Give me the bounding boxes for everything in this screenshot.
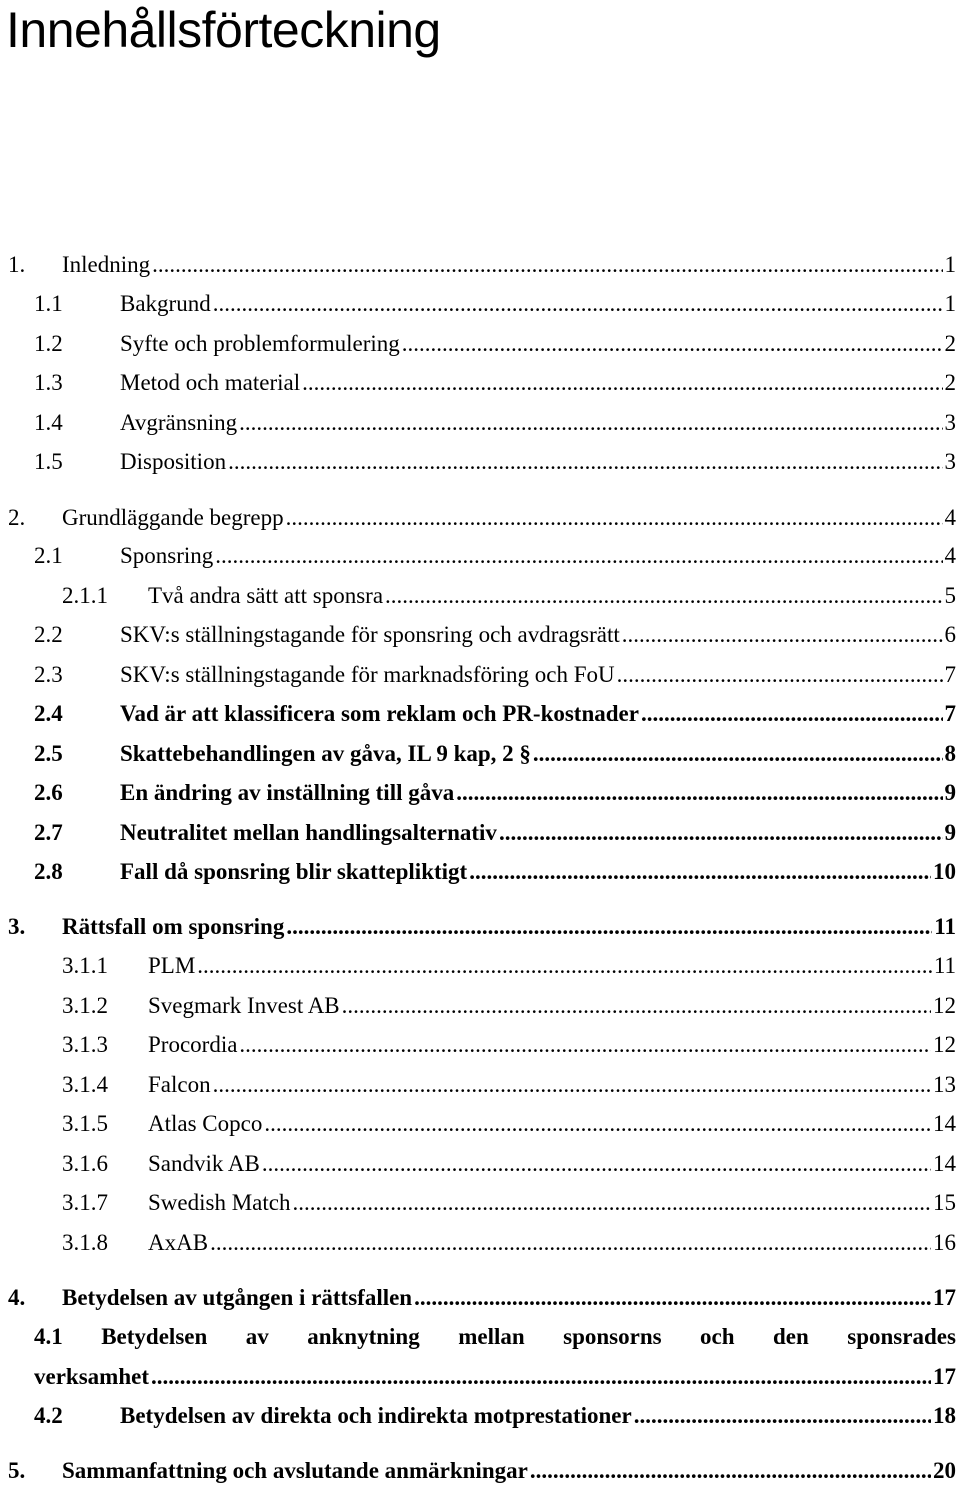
toc-entry-2-8[interactable] bbox=[34, 856, 956, 888]
toc-entry-page-number: 13 bbox=[933, 1072, 956, 1097]
toc-entry-1-4[interactable] bbox=[34, 407, 956, 439]
toc-entry-number: 3.1.5 bbox=[62, 1111, 108, 1136]
toc-entry-page-number: 4 bbox=[944, 505, 956, 530]
toc-entry-3-1-2[interactable] bbox=[62, 990, 956, 1022]
toc-entry-page-number: 15 bbox=[933, 1190, 956, 1215]
toc-entry-number: 2.2 bbox=[34, 622, 63, 647]
toc-entry-3-1-1[interactable] bbox=[62, 950, 956, 982]
toc-entry-3-1-8[interactable] bbox=[62, 1227, 956, 1259]
dot-leader bbox=[239, 1029, 931, 1061]
dot-leader bbox=[286, 911, 932, 943]
toc-entry-number: 3.1.2 bbox=[62, 993, 108, 1018]
toc-entry-number: 2.3 bbox=[34, 662, 63, 687]
toc-entry-page-number: 16 bbox=[933, 1230, 956, 1255]
toc-entry-label: AxAB bbox=[148, 1230, 209, 1255]
toc-entry-5[interactable] bbox=[8, 1455, 956, 1487]
dot-leader bbox=[530, 1455, 931, 1487]
dot-leader bbox=[622, 619, 943, 651]
toc-entry-page-number: 20 bbox=[933, 1458, 956, 1483]
toc-entry-page-number: 12 bbox=[933, 1032, 956, 1057]
toc-entry-label: Procordia bbox=[148, 1032, 238, 1057]
toc-entry-3-1-5[interactable] bbox=[62, 1108, 956, 1140]
toc-entry-2-4[interactable] bbox=[34, 698, 956, 730]
toc-entry-label: Svegmark Invest AB bbox=[148, 993, 340, 1018]
toc-entry-page-number: 3 bbox=[944, 410, 956, 435]
toc-entry-label: Sammanfattning och avslutande anmärkningar bbox=[62, 1458, 528, 1483]
dot-leader bbox=[533, 738, 943, 770]
toc-entry-page-number: 5 bbox=[944, 583, 956, 608]
toc-entry-1-2[interactable] bbox=[34, 328, 956, 360]
dot-leader bbox=[239, 407, 942, 439]
dot-leader bbox=[456, 777, 942, 809]
toc-entry-number: 3.1.7 bbox=[62, 1190, 108, 1215]
toc-entry-number: 1.5 bbox=[34, 449, 63, 474]
dot-leader bbox=[213, 1069, 931, 1101]
toc-entry-number: 2. bbox=[8, 505, 26, 530]
toc-entry-label: Swedish Match bbox=[148, 1190, 291, 1215]
toc-entry-label: Metod och material bbox=[120, 370, 301, 395]
toc-entry-page-number: 7 bbox=[944, 662, 956, 687]
dot-leader bbox=[262, 1148, 931, 1180]
toc-entry-page-number: 9 bbox=[944, 820, 956, 845]
toc-entry-page-number: 2 bbox=[944, 331, 956, 356]
toc-entry-label: Bakgrund bbox=[120, 291, 211, 316]
toc-entry-label: PLM bbox=[148, 953, 196, 978]
toc-entry-label: Disposition bbox=[120, 449, 227, 474]
toc-entry-number: 2.8 bbox=[34, 859, 63, 884]
toc-entry-2-1[interactable] bbox=[34, 540, 956, 572]
toc-entry-label: Betydelsen av utgången i rättsfallen bbox=[62, 1285, 413, 1310]
dot-leader bbox=[151, 1361, 931, 1393]
toc-entry-label-word: den bbox=[773, 1324, 809, 1349]
toc-entry-label: En ändring av inställning till gåva bbox=[120, 780, 455, 805]
toc-entry-number: 4.2 bbox=[34, 1403, 63, 1428]
toc-entry-3-1-6[interactable] bbox=[62, 1148, 956, 1180]
toc-entry-1[interactable] bbox=[8, 249, 956, 281]
toc-entry-label: Inledning bbox=[62, 252, 151, 277]
dot-leader bbox=[499, 817, 943, 849]
toc-entry-label-word: av bbox=[245, 1324, 269, 1349]
toc-entry-page-number: 2 bbox=[944, 370, 956, 395]
toc-entry-label: Betydelsen av direkta och indirekta motprestationer bbox=[120, 1403, 632, 1428]
dot-leader bbox=[342, 990, 931, 1022]
toc-entry-page-number: 1 bbox=[944, 252, 956, 277]
toc-entry-1-5[interactable] bbox=[34, 446, 956, 478]
toc-entry-page-number: 9 bbox=[944, 780, 956, 805]
toc-entry-2-2[interactable] bbox=[34, 619, 956, 651]
toc-entry-number: 1.4 bbox=[34, 410, 63, 435]
toc-entry-3-1-4[interactable] bbox=[62, 1069, 956, 1101]
toc-entry-number: 1. bbox=[8, 252, 26, 277]
toc-entry-1-1[interactable] bbox=[34, 288, 956, 320]
toc-entry-label: SKV:s ställningstagande för marknadsföring och FoU bbox=[120, 662, 615, 687]
toc-entry-label-word: sponsorns bbox=[563, 1324, 662, 1349]
dot-leader bbox=[292, 1187, 931, 1219]
toc-entry-4-2[interactable] bbox=[34, 1400, 956, 1432]
toc-entry-label-word: mellan bbox=[458, 1324, 525, 1349]
dot-leader bbox=[152, 249, 942, 281]
toc-entry-label: verksamhet bbox=[34, 1364, 149, 1389]
toc-entry-page-number: 3 bbox=[944, 449, 956, 474]
dot-leader bbox=[641, 698, 943, 730]
toc-entry-number: 4.1 bbox=[34, 1324, 63, 1349]
toc-entry-page-number: 12 bbox=[933, 993, 956, 1018]
toc-entry-number: 1.3 bbox=[34, 370, 63, 395]
toc-entry-number: 5. bbox=[8, 1458, 26, 1483]
toc-entry-2-6[interactable] bbox=[34, 777, 956, 809]
toc-entry-label: Fall då sponsring blir skattepliktigt bbox=[120, 859, 468, 884]
toc-entry-label: SKV:s ställningstagande för sponsring och avdragsrätt bbox=[120, 622, 620, 647]
toc-entry-number: 2.1 bbox=[34, 543, 63, 568]
toc-entry-3[interactable] bbox=[8, 911, 956, 943]
toc-entry-number: 2.4 bbox=[34, 701, 63, 726]
dot-leader bbox=[264, 1108, 931, 1140]
toc-entry-number: 4. bbox=[8, 1285, 26, 1310]
toc-entry-number: 3. bbox=[8, 914, 26, 939]
toc-entry-number: 2.5 bbox=[34, 741, 63, 766]
dot-leader bbox=[215, 540, 942, 572]
toc-entry-number: 1.1 bbox=[34, 291, 63, 316]
toc-entry-page-number: 14 bbox=[933, 1151, 956, 1176]
dot-leader bbox=[302, 367, 942, 399]
toc-entry-number: 3.1.6 bbox=[62, 1151, 108, 1176]
toc-entry-2-7[interactable] bbox=[34, 817, 956, 849]
toc-entry-4-1-continuation[interactable] bbox=[34, 1361, 956, 1393]
toc-entry-number: 1.2 bbox=[34, 331, 63, 356]
dot-leader bbox=[210, 1227, 931, 1259]
page-title: Innehållsförteckning bbox=[6, 2, 441, 58]
toc-entry-number: 2.1.1 bbox=[62, 583, 108, 608]
toc-entry-2[interactable] bbox=[8, 502, 956, 534]
toc-entry-page-number: 18 bbox=[933, 1403, 956, 1428]
dot-leader bbox=[402, 328, 943, 360]
toc-entry-label: Skattebehandlingen av gåva, IL 9 kap, 2 § bbox=[120, 741, 531, 766]
toc-entry-page-number: 11 bbox=[934, 914, 956, 939]
toc-entry-label: Avgränsning bbox=[120, 410, 238, 435]
toc-entry-page-number: 1 bbox=[944, 291, 956, 316]
toc-entry-3-1-7[interactable] bbox=[62, 1187, 956, 1219]
toc-entry-label: Två andra sätt att sponsra bbox=[148, 583, 384, 608]
toc-entry-label: Syfte och problemformulering bbox=[120, 331, 400, 356]
toc-entry-page-number: 7 bbox=[944, 701, 956, 726]
toc-entry-page-number: 4 bbox=[944, 543, 956, 568]
dot-leader bbox=[286, 502, 943, 534]
toc-entry-4-1[interactable] bbox=[34, 1321, 956, 1353]
toc-entry-label-word: anknytning bbox=[307, 1324, 420, 1349]
toc-entry-1-3[interactable] bbox=[34, 367, 956, 399]
toc-entry-label: Atlas Copco bbox=[148, 1111, 263, 1136]
toc-entry-label: Neutralitet mellan handlingsalternativ bbox=[120, 820, 497, 845]
toc-entry-label-word: sponsrades bbox=[847, 1324, 956, 1349]
toc-entry-page-number: 11 bbox=[933, 953, 956, 978]
toc-entry-page-number: 17 bbox=[933, 1364, 956, 1389]
dot-leader bbox=[385, 580, 942, 612]
toc-entry-label: Rättsfall om sponsring bbox=[62, 914, 285, 939]
toc-entry-2-5[interactable] bbox=[34, 738, 956, 770]
toc-entry-page-number: 10 bbox=[933, 859, 956, 884]
toc-entry-2-3[interactable] bbox=[34, 659, 956, 691]
toc-entry-page-number: 6 bbox=[944, 622, 956, 647]
toc-entry-3-1-3[interactable] bbox=[62, 1029, 956, 1061]
toc-entry-number: 3.1.3 bbox=[62, 1032, 108, 1057]
toc-entry-label: Sandvik AB bbox=[148, 1151, 260, 1176]
toc-entry-number: 2.7 bbox=[34, 820, 63, 845]
toc-entry-label-word: Betydelsen bbox=[101, 1324, 208, 1349]
dot-leader bbox=[469, 856, 931, 888]
toc-entry-number: 3.1.1 bbox=[62, 953, 108, 978]
dot-leader bbox=[197, 950, 932, 982]
toc-entry-number: 3.1.8 bbox=[62, 1230, 108, 1255]
toc-entry-4[interactable] bbox=[8, 1282, 956, 1314]
toc-entry-page-number: 8 bbox=[944, 741, 956, 766]
toc-entry-number: 2.6 bbox=[34, 780, 63, 805]
toc-entry-page-number: 14 bbox=[933, 1111, 956, 1136]
dot-leader bbox=[213, 288, 943, 320]
toc-entry-label-word: och bbox=[700, 1324, 735, 1349]
dot-leader bbox=[617, 659, 943, 691]
toc-entry-page-number: 17 bbox=[933, 1285, 956, 1310]
toc-entry-number: 3.1.4 bbox=[62, 1072, 108, 1097]
toc-entry-label: Vad är att klassificera som reklam och PR-kostnader bbox=[120, 701, 639, 726]
toc-entry-label: Sponsring bbox=[120, 543, 214, 568]
toc-entry-2-1-1[interactable] bbox=[62, 580, 956, 612]
toc-entry-label: Falcon bbox=[148, 1072, 211, 1097]
toc-entry-label: Grundläggande begrepp bbox=[62, 505, 284, 530]
dot-leader bbox=[228, 446, 942, 478]
dot-leader bbox=[634, 1400, 931, 1432]
dot-leader bbox=[414, 1282, 931, 1314]
